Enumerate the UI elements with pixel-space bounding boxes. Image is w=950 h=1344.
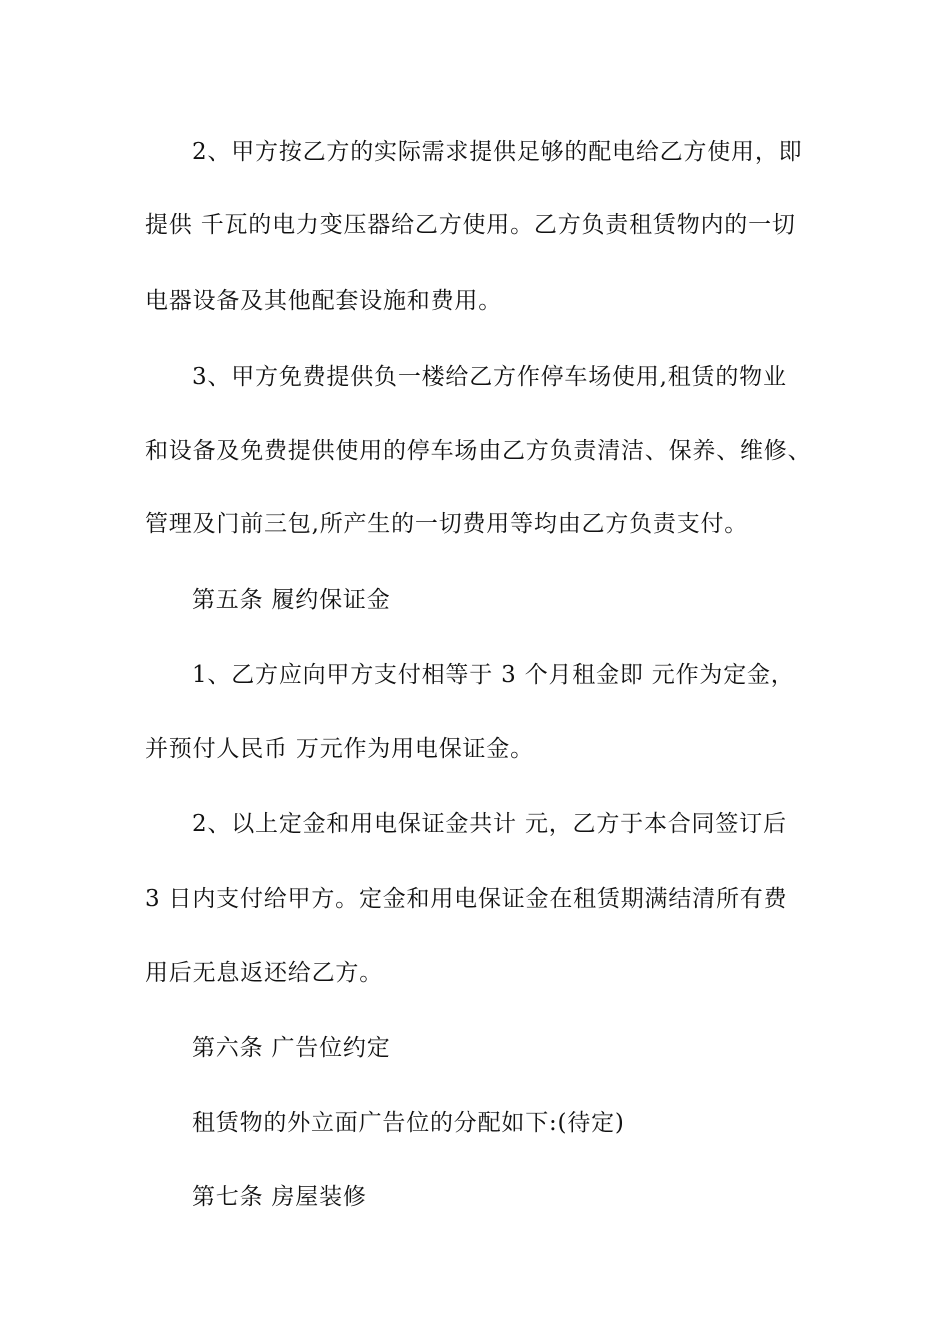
section-heading: 第五条 履约保证金 — [192, 587, 391, 613]
section-heading: 第七条 房屋装修 — [192, 1184, 367, 1210]
paragraph-line: 3、甲方免费提供负一楼给乙方作停车场使用,租赁的物业 — [192, 364, 787, 390]
paragraph-line: 2、以上定金和用电保证金共计 元，乙方于本合同签订后 — [192, 811, 787, 837]
paragraph-line: 并预付人民币 万元作为用电保证金。 — [145, 736, 534, 762]
paragraph-line: 租赁物的外立面广告位的分配如下:(待定) — [192, 1110, 625, 1136]
paragraph-line: 3 日内支付给甲方。定金和用电保证金在租赁期满结清所有费 — [145, 886, 788, 912]
paragraph-line: 1、乙方应向甲方支付相等于 3 个月租金即 元作为定金， — [192, 662, 795, 688]
paragraph-line: 管理及门前三包,所产生的一切费用等均由乙方负责支付。 — [145, 511, 749, 537]
paragraph-line: 提供 千瓦的电力变压器给乙方使用。乙方负责租赁物内的一切 — [145, 212, 796, 238]
section-heading: 第六条 广告位约定 — [192, 1035, 391, 1061]
paragraph-line: 用后无息返还给乙方。 — [145, 960, 383, 986]
paragraph-line: 和设备及免费提供使用的停车场由乙方负责清洁、保养、维修、 — [145, 438, 812, 464]
paragraph-line: 2、甲方按乙方的实际需求提供足够的配电给乙方使用，即 — [192, 139, 803, 165]
paragraph-line: 电器设备及其他配套设施和费用。 — [145, 288, 502, 314]
